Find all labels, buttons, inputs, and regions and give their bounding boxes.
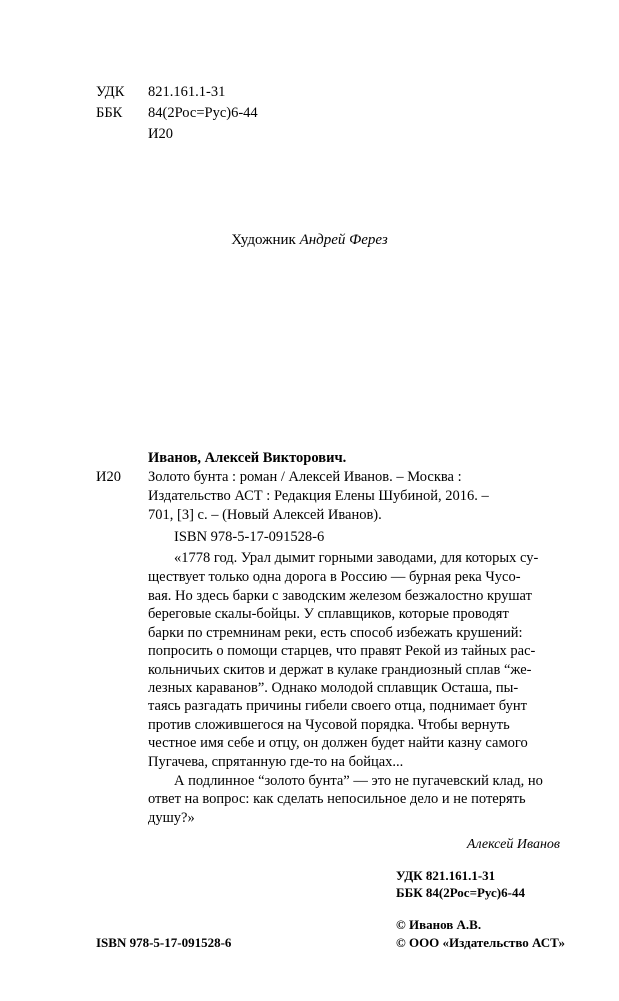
- record-author: Иванов, Алексей Викторович.: [148, 450, 347, 466]
- bbk-label: ББК: [96, 105, 123, 121]
- footer-udk: УДК 821.161.1-31: [396, 868, 496, 883]
- record-author-mark: И20: [96, 469, 121, 485]
- footer-isbn: ISBN 978-5-17-091528-6: [96, 935, 232, 950]
- credit-name: Андрей Ферез: [299, 232, 388, 248]
- annotation-line: душу?»: [148, 810, 195, 826]
- annotation-line: вая. Но здесь барки с заводским железом безжалостно крушат: [148, 588, 532, 604]
- annotation-line: против сложившегося на Чусовой порядка. Чтобы вернуть: [148, 717, 510, 733]
- annotation-line: ществует только одна дорога в Россию — бурная река Чусо-: [148, 569, 521, 585]
- record-line: Издательство АСТ : Редакция Елены Шубиной, 2016. –: [148, 488, 489, 504]
- annotation-line: «1778 год. Урал дымит горными заводами, для которых су-: [174, 550, 539, 566]
- annotation-line: ответ на вопрос: как сделать непосильное дело и не потерять: [148, 791, 526, 807]
- record-isbn: ISBN 978-5-17-091528-6: [174, 529, 325, 545]
- annotation-line: береговые скалы-бойцы. У сплавщиков, которые проводят: [148, 606, 509, 622]
- udk-label: УДК: [96, 84, 125, 100]
- illustrator-credit: [0, 232, 619, 249]
- record-line: Золото бунта : роман / Алексей Иванов. – Москва :: [148, 469, 462, 485]
- bbk-value: 84(2Рос=Рус)6-44: [148, 105, 258, 121]
- annotation-line: честное имя себе и отцу, он должен будет найти казну самого: [148, 735, 528, 751]
- annotation-line: барки по стремнинам реки, есть способ избежать крушений:: [148, 625, 523, 641]
- annotation-line: попросить о помощи старцев, что правят Рекой из тайных рас-: [148, 643, 536, 659]
- footer-bbk: ББК 84(2Рос=Рус)6-44: [396, 885, 525, 900]
- annotation-line: А подлинное “золото бунта” — это не пугачевский клад, но: [174, 773, 543, 789]
- annotation-line: лезных караванов”. Однако молодой сплавщик Осташа, пы-: [148, 680, 519, 696]
- annotation-signature: Алексей Иванов: [466, 837, 560, 852]
- credit-role: Художник: [231, 232, 296, 248]
- udk-value: 821.161.1-31: [148, 84, 226, 100]
- copyright-publisher: © ООО «Издательство АСТ»: [396, 935, 566, 950]
- annotation-line: таясь разгадать причины гибели своего отца, поднимает бунт: [148, 698, 527, 714]
- record-line: 701, [3] с. – (Новый Алексей Иванов).: [148, 507, 382, 523]
- author-mark: И20: [148, 126, 173, 142]
- annotation-line: кольничьих скитов и держат в кулаке грандиозный сплав “же-: [148, 662, 532, 678]
- annotation-line: Пугачева, спрятанную где-то на бойцах...: [148, 754, 404, 770]
- copyright-author: © Иванов А.В.: [396, 917, 482, 932]
